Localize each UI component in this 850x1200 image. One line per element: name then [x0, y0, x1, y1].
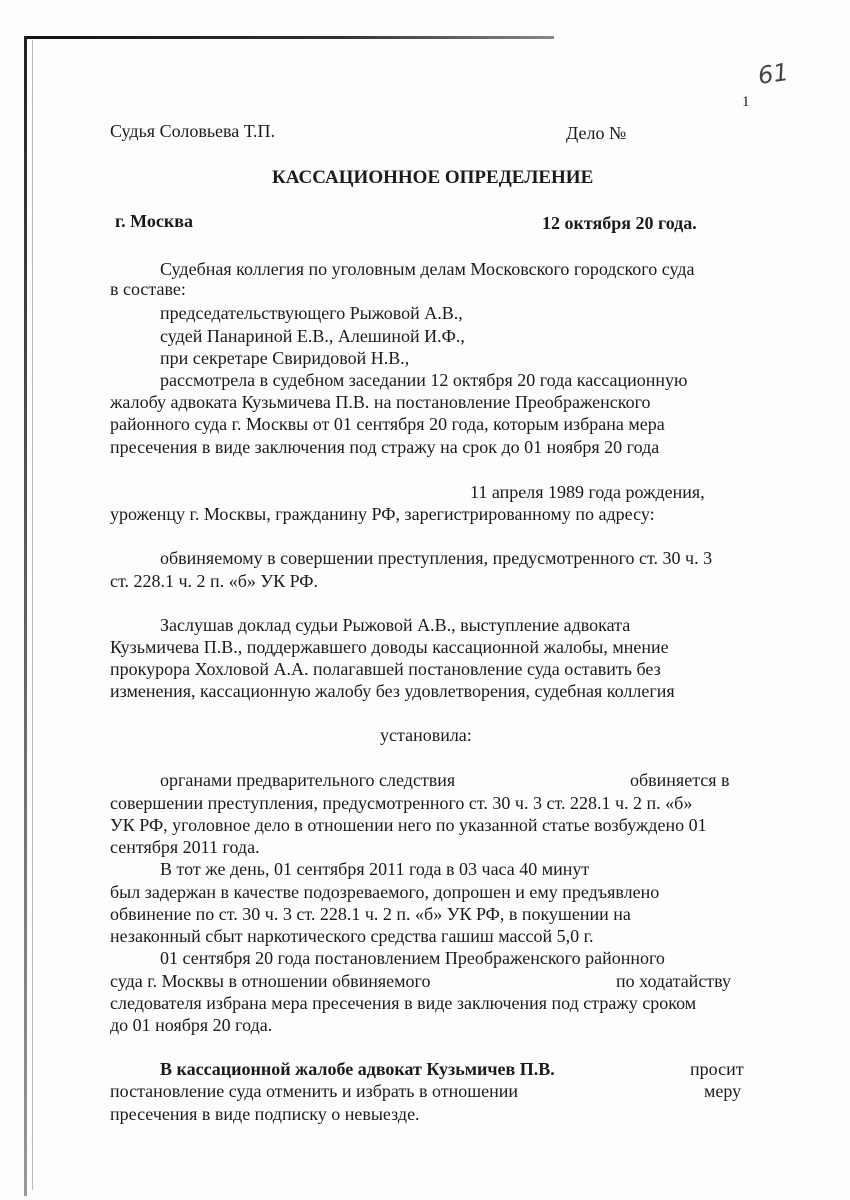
case-number-label: Дело № — [566, 123, 627, 143]
facts-line-7: обвинение по ст. 30 ч. 3 ст. 228.1 ч. 2 п. «б» УК РФ, в покушении на — [110, 904, 631, 924]
facts-line-10a: суда г. Москвы в отношении обвиняемого — [110, 971, 431, 991]
facts-line-3: УК РФ, уголовное дело в отношении него по указанной статье возбуждено 01 — [110, 815, 707, 835]
scan-edge-left — [24, 36, 27, 1196]
composition-line-8: районного суда г. Москвы от 01 сентября 20 года, которым избрана мера — [110, 414, 665, 434]
hearing-line-2: Кузьмичева П.В., поддержавшего доводы кассационной жалобы, мнение — [110, 637, 669, 657]
facts-line-4: сентября 2011 года. — [110, 837, 260, 857]
scan-edge-top — [24, 36, 554, 39]
hearing-line-3: прокурора Хохловой А.А. полагавшей постановление суда оставить без — [110, 659, 661, 679]
composition-line-6: рассмотрела в судебном заседании 12 октября 20 года кассационную — [160, 370, 688, 390]
facts-line-5: В тот же день, 01 сентября 2011 года в 03 часа 40 минут — [160, 859, 590, 879]
accused-line-2: ст. 228.1 ч. 2 п. «б» УК РФ. — [110, 571, 319, 591]
facts-line-1b: обвиняется в — [630, 770, 730, 790]
composition-line-5: при секретаре Свиридовой Н.В., — [160, 348, 410, 368]
appeal-line-2a: постановление суда отменить и избрать в отношении — [110, 1081, 519, 1101]
person-origin-address: уроженцу г. Москвы, гражданину РФ, зарегистрированному по адресу: — [110, 504, 655, 524]
appeal-line-2b: меру — [704, 1081, 742, 1101]
person-birth-date: 11 апреля 1989 года рождения, — [470, 482, 705, 502]
judge-name: Судья Соловьева Т.П. — [110, 121, 275, 141]
facts-line-12: до 01 ноября 20 года. — [110, 1015, 273, 1035]
composition-line-9: пресечения в виде заключения под стражу на срок до 01 ноября 20 года — [110, 437, 660, 457]
facts-line-9: 01 сентября 20 года постановлением Преображенского районного — [160, 948, 665, 968]
facts-line-2: совершении преступления, предусмотренного ст. 30 ч. 3 ст. 228.1 ч. 2 п. «б» — [110, 793, 693, 813]
facts-line-1a: органами предварительного следствия — [160, 770, 456, 790]
composition-line-2: в составе: — [110, 279, 186, 299]
appeal-line-1b: просит — [690, 1059, 744, 1079]
document-date: 12 октября 20 года. — [542, 213, 697, 233]
hearing-line-1: Заслушав доклад судьи Рыжовой А.В., выступление адвоката — [160, 615, 631, 635]
facts-line-11: следователя избрана мера пресечения в виде заключения под стражу сроком — [110, 993, 697, 1013]
facts-line-8: незаконный сбыт наркотического средства гашиш массой 5,0 г. — [110, 926, 594, 946]
facts-line-6: был задержан в качестве подозреваемого, допрошен и ему предъявлено — [110, 882, 660, 902]
accused-line-1: обвиняемому в совершении преступления, предусмотренного ст. 30 ч. 3 — [160, 548, 713, 568]
hearing-line-4: изменения, кассационную жалобу без удовлетворения, судебная коллегия — [110, 681, 675, 701]
composition-line-3: председательствующего Рыжовой А.В., — [160, 303, 463, 323]
handwritten-page-mark: 61 — [756, 58, 791, 90]
composition-line-1: Судебная коллегия по уголовным делам Московского городского суда — [160, 259, 695, 279]
appeal-line-3: пресечения в виде подписку о невыезде. — [110, 1104, 420, 1124]
document-title: КАССАЦИОННОЕ ОПРЕДЕЛЕНИЕ — [272, 167, 594, 188]
scan-edge-left-shadow — [32, 40, 33, 1190]
city: г. Москва — [115, 211, 193, 231]
established-heading: установила: — [380, 725, 472, 745]
composition-line-7: жалобу адвоката Кузьмичева П.В. на постановление Преображенского — [110, 392, 651, 412]
page-number: 1 — [742, 94, 750, 110]
appeal-line-1a: В кассационной жалобе адвокат Кузьмичев П.В. — [160, 1059, 555, 1079]
facts-line-10b: по ходатайству — [616, 971, 732, 991]
composition-line-4: судей Панариной Е.В., Алешиной И.Ф., — [160, 326, 465, 346]
